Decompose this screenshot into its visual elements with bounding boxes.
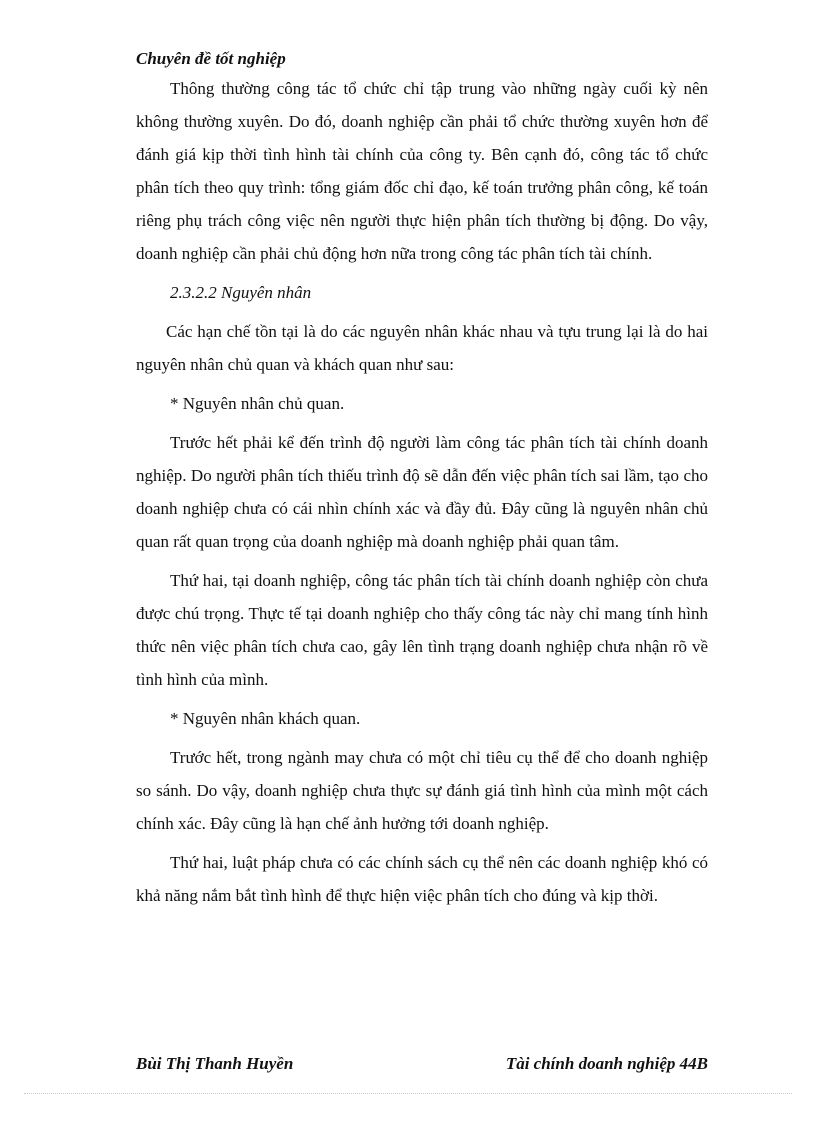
subsection-label: * Nguyên nhân khách quan. [170, 709, 361, 728]
document-body [136, 72, 708, 918]
page-bottom-divider [24, 1093, 792, 1094]
paragraph: Trước hết, trong ngành may chưa có một chỉ tiêu cụ thể để cho doanh nghiệp so sánh. Do vậy, doanh nghiệp chưa thực sự đánh giá tình hình của mình một cách chính xác. Đây cũng là hạn chế ảnh hưởng tới doanh nghiệp. [136, 748, 708, 833]
paragraph: Các hạn chế tồn tại là do các nguyên nhân khác nhau và tựu trung lại là do hai nguyên nhân chủ quan và khách quan như sau: [136, 322, 708, 374]
page-header-title: Chuyên đề tốt nghiệp [136, 49, 286, 68]
paragraph: Thứ hai, luật pháp chưa có các chính sách cụ thể nên các doanh nghiệp khó có khả năng nắm bắt tình hình để thực hiện việc phân tích cho đúng và kịp thời. [136, 853, 708, 905]
subsection-label: * Nguyên nhân chủ quan. [170, 394, 345, 413]
footer-author: Bùi Thị Thanh Huyền [136, 1054, 294, 1073]
paragraph: Trước hết phải kể đến trình độ người làm công tác phân tích tài chính doanh nghiệp. Do người phân tích thiếu trình độ sẽ dẫn đến việc phân tích sai lầm, tạo cho doanh nghiệp chưa có cái nhìn chính xác và đầy đủ. Đây cũng là nguyên nhân chủ quan rất quan trọng của doanh nghiệp mà doanh nghiệp phải quan tâm. [136, 433, 708, 551]
section-heading: 2.3.2.2 Nguyên nhân [170, 283, 312, 302]
footer-class: Tài chính doanh nghiệp 44B [505, 1054, 708, 1073]
paragraph: Thứ hai, tại doanh nghiệp, công tác phân tích tài chính doanh nghiệp còn chưa được chú trọng. Thực tế tại doanh nghiệp cho thấy công tác này chỉ mang tính hình thức nên việc phân tích chưa cao, gây lên tình trạng doanh nghiệp chưa nhận rõ về tình hình của mình. [136, 571, 708, 689]
paragraph: Thông thường công tác tổ chức chỉ tập trung vào những ngày cuối kỳ nên không thường xuyên. Do đó, doanh nghiệp cần phải tổ chức thường xuyên hơn để đánh giá kịp thời tình hình tài chính của công ty. Bên cạnh đó, công tác tổ chức phân tích theo quy trình: tổng giám đốc chỉ đạo, kế toán trưởng phân công, kế toán riêng phụ trách công việc nên người thực hiện phân tích thường bị động. Do vậy, doanh nghiệp cần phải chủ động hơn nữa trong công tác phân tích tài chính. [136, 79, 708, 263]
